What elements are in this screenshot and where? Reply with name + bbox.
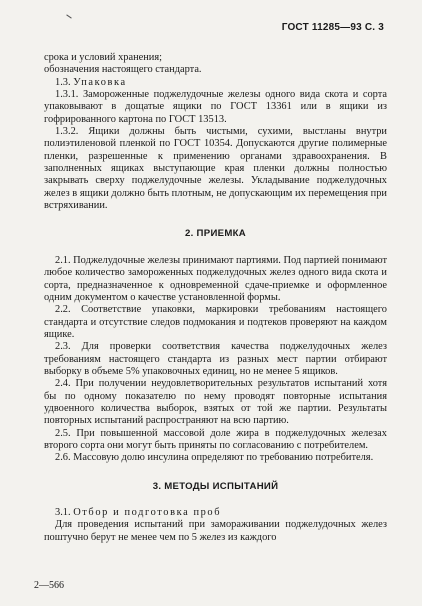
page-footer: 2—566 (34, 580, 64, 591)
paragraph: 2.5. При повышенной массовой доле жира в поджелудочных железах второго сорта они могут быть приняты по согласованию с потребителем. (44, 427, 387, 451)
subsection-title: Упаковка (73, 76, 127, 88)
paragraph: срока и условий хранения; (44, 52, 163, 63)
paragraph: 1.3.2. Ящики должны быть чистыми, сухими, выстланы внутри полиэтиленовой пленкой по ГОСТ 10354. Допускаются другие полимерные пленки, разрешенные к применению органами здравоохранения. В заполненных ящиках выступающие края пленки должны полностью закрывать сверху поджелудочные железы. Укладывание поджелудочных желез в ящики должно быть плотным, не допускающим их перемещения при встряхивании. (44, 126, 387, 212)
section-heading: 2. ПРИЕМКА (184, 228, 247, 240)
section-heading: 3. МЕТОДЫ ИСПЫТАНИЙ (152, 480, 279, 492)
paragraph: 2.1. Поджелудочные железы принимают партиями. Под партией понимают любое количество замороженных поджелудочных желез одного вида скота и сорта, предназначенное к одновременной сдаче-приемке и оформленное одним документом о качестве установленной формы. (44, 254, 388, 303)
paragraph: 2.3. Для проверки соответствия качества поджелудочных желез требованиям настоящего стандарта из разных мест партии отбирают выборку в объеме 5% упаковочных единиц, но не менее 5 ящиков. (44, 341, 387, 377)
page-header: ГОСТ 11285—93 С. 3 (281, 22, 384, 33)
paragraph: 1.3.1. Замороженные поджелудочные железы одного вида скота и сорта упаковывают в дощатые ящики по ГОСТ 13361 или в ящики из гофрированного картона по ГОСТ 13513. (44, 89, 387, 125)
document-body (44, 52, 387, 544)
paragraph: Для проведения испытаний при замораживании поджелудочных желез поштучно берут не менее чем по 5 желез из каждого (44, 519, 387, 543)
paragraph: 2.2. Соответствие упаковки, маркировки требованиям настоящего стандарта и отсутствие следов подмокания и подтеков проверяют на каждом ящике. (44, 304, 387, 340)
paragraph: обозначения настоящего стандарта. (44, 64, 202, 76)
paragraph: 2.6. Массовую долю инсулина определяют по требованию потребителя. (55, 452, 374, 464)
subsection-heading: 1.3. Упаковка (55, 76, 127, 88)
subsection-title: Отбор и подготовка проб (73, 507, 222, 518)
paragraph: 2.4. При получении неудовлетворительных результатов испытаний хотя бы по одному показателю по нему проводят повторные испытания удвоенного количества выборок, взятых от той же партии. Результаты повторных испытаний распространяют на всю партию. (44, 378, 387, 427)
scan-mark (66, 14, 71, 18)
subsection-heading: 3.1. Отбор и подготовка проб (55, 507, 222, 518)
